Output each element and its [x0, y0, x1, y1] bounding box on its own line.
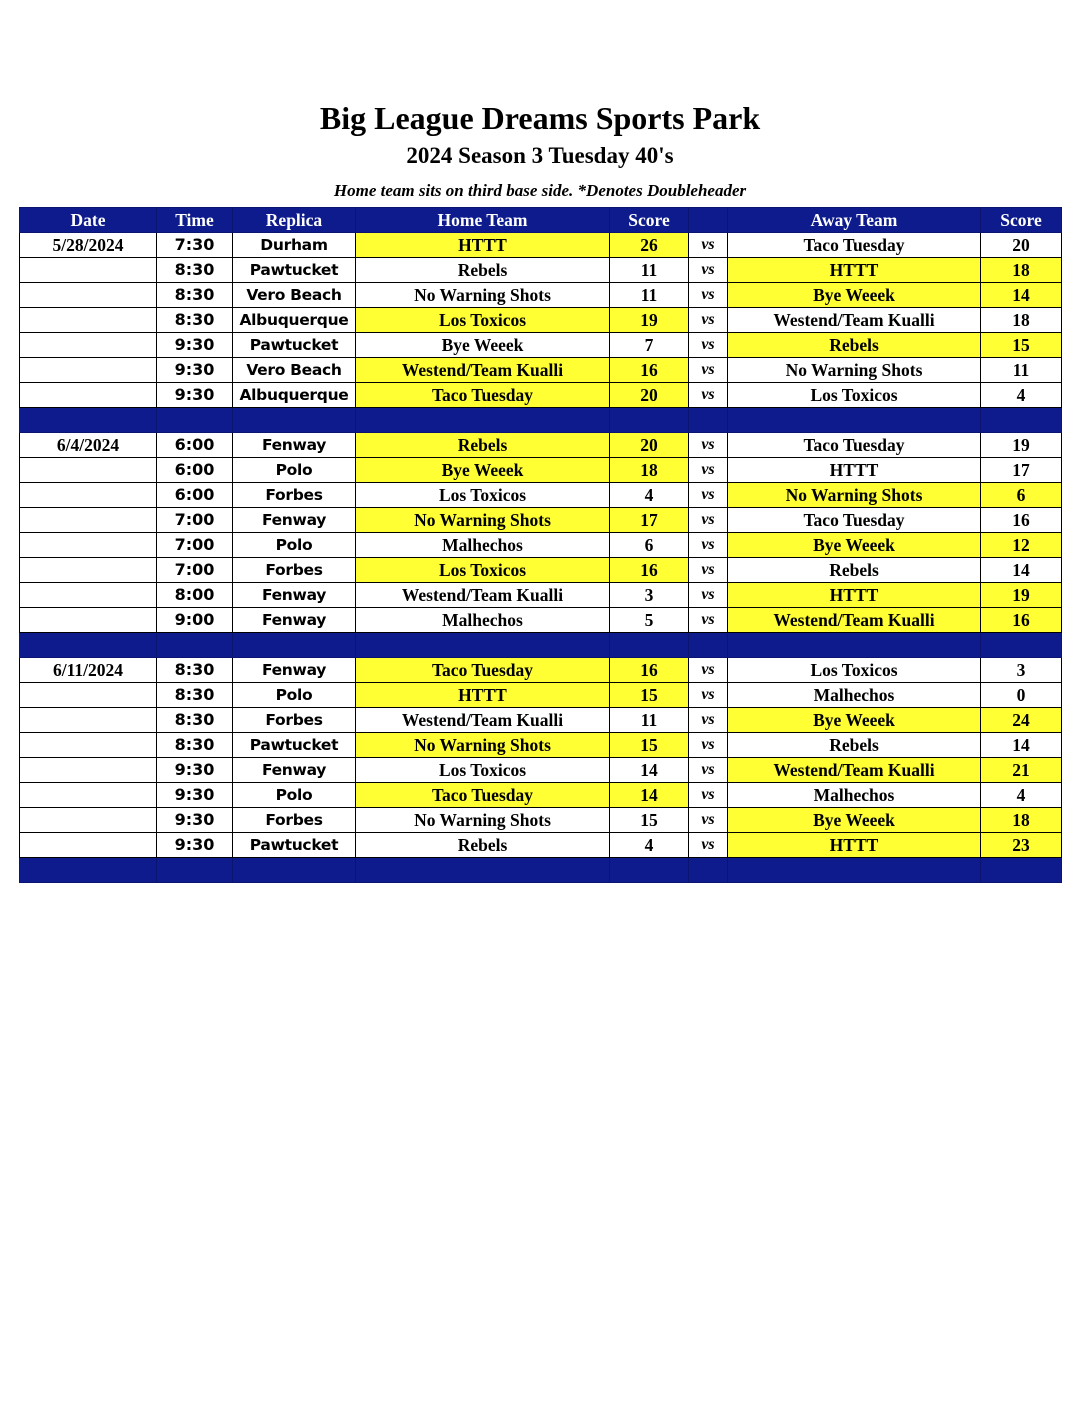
replica-cell: Fenway [233, 433, 356, 458]
home-score-cell: 5 [610, 608, 689, 633]
time-cell: 9:30 [157, 358, 233, 383]
replica-cell: Vero Beach [233, 358, 356, 383]
home-score-cell: 20 [610, 383, 689, 408]
time-cell: 7:30 [157, 233, 233, 258]
separator-cell [689, 858, 728, 883]
table-row [20, 233, 1062, 258]
separator-cell [157, 408, 233, 433]
replica-cell: Polo [233, 458, 356, 483]
replica-cell: Forbes [233, 808, 356, 833]
replica-cell: Fenway [233, 608, 356, 633]
home-team-cell: HTTT [356, 683, 610, 708]
separator-cell [20, 858, 157, 883]
home-team-cell: HTTT [356, 233, 610, 258]
replica-cell: Forbes [233, 708, 356, 733]
table-row [20, 658, 1062, 683]
vs-cell: vs [689, 283, 728, 308]
home-score-cell: 15 [610, 683, 689, 708]
home-score-cell: 16 [610, 358, 689, 383]
away-team-cell: Taco Tuesday [728, 233, 981, 258]
table-row [20, 533, 1062, 558]
away-team-cell: Rebels [728, 333, 981, 358]
separator-cell [728, 633, 981, 658]
away-score-cell: 16 [981, 608, 1062, 633]
home-score-cell: 16 [610, 658, 689, 683]
date-cell [20, 533, 157, 558]
replica-cell: Durham [233, 233, 356, 258]
replica-cell: Fenway [233, 758, 356, 783]
vs-cell: vs [689, 833, 728, 858]
away-score-cell: 14 [981, 733, 1062, 758]
date-cell [20, 558, 157, 583]
away-score-cell: 14 [981, 283, 1062, 308]
away-team-cell: Bye Weeek [728, 708, 981, 733]
time-cell: 6:00 [157, 458, 233, 483]
away-team-cell: Malhechos [728, 683, 981, 708]
away-team-cell: Bye Weeek [728, 533, 981, 558]
date-cell [20, 783, 157, 808]
home-score-cell: 11 [610, 708, 689, 733]
date-cell [20, 508, 157, 533]
column-header-vs [689, 208, 728, 233]
home-team-cell: Malhechos [356, 608, 610, 633]
vs-cell: vs [689, 483, 728, 508]
home-score-cell: 18 [610, 458, 689, 483]
separator-cell [356, 408, 610, 433]
time-cell: 9:30 [157, 808, 233, 833]
away-team-cell: Westend/Team Kualli [728, 608, 981, 633]
header-row [20, 208, 1062, 233]
replica-cell: Polo [233, 683, 356, 708]
table-row [20, 808, 1062, 833]
time-cell: 7:00 [157, 533, 233, 558]
vs-cell: vs [689, 783, 728, 808]
vs-cell: vs [689, 233, 728, 258]
column-header-home-team: Home Team [356, 208, 610, 233]
separator-cell [689, 633, 728, 658]
separator-cell [981, 858, 1062, 883]
away-score-cell: 12 [981, 533, 1062, 558]
home-team-cell: Rebels [356, 833, 610, 858]
time-cell: 6:00 [157, 433, 233, 458]
away-team-cell: Westend/Team Kualli [728, 758, 981, 783]
table-row [20, 833, 1062, 858]
table-row [20, 383, 1062, 408]
vs-cell: vs [689, 608, 728, 633]
away-team-cell: Westend/Team Kualli [728, 308, 981, 333]
away-score-cell: 4 [981, 383, 1062, 408]
separator-cell [610, 633, 689, 658]
week-separator-row [20, 858, 1062, 883]
vs-cell: vs [689, 458, 728, 483]
date-cell [20, 383, 157, 408]
vs-cell: vs [689, 433, 728, 458]
date-cell [20, 708, 157, 733]
away-team-cell: Malhechos [728, 783, 981, 808]
table-row [20, 458, 1062, 483]
separator-cell [233, 858, 356, 883]
vs-cell: vs [689, 308, 728, 333]
home-score-cell: 3 [610, 583, 689, 608]
home-team-cell: Los Toxicos [356, 308, 610, 333]
table-row [20, 483, 1062, 508]
table-row [20, 283, 1062, 308]
home-team-cell: Bye Weeek [356, 333, 610, 358]
home-team-cell: Westend/Team Kualli [356, 358, 610, 383]
separator-cell [157, 633, 233, 658]
away-score-cell: 3 [981, 658, 1062, 683]
home-score-cell: 14 [610, 783, 689, 808]
replica-cell: Fenway [233, 658, 356, 683]
vs-cell: vs [689, 658, 728, 683]
away-score-cell: 16 [981, 508, 1062, 533]
date-cell [20, 833, 157, 858]
home-score-cell: 17 [610, 508, 689, 533]
vs-cell: vs [689, 733, 728, 758]
time-cell: 8:30 [157, 658, 233, 683]
home-score-cell: 16 [610, 558, 689, 583]
vs-cell: vs [689, 683, 728, 708]
home-team-cell: Taco Tuesday [356, 383, 610, 408]
column-header-away-score: Score [981, 208, 1062, 233]
date-cell [20, 333, 157, 358]
away-team-cell: Taco Tuesday [728, 433, 981, 458]
table-row [20, 258, 1062, 283]
away-score-cell: 14 [981, 558, 1062, 583]
separator-cell [981, 633, 1062, 658]
away-team-cell: HTTT [728, 583, 981, 608]
page-subtitle: 2024 Season 3 Tuesday 40's [406, 143, 674, 168]
separator-cell [233, 633, 356, 658]
away-score-cell: 18 [981, 808, 1062, 833]
replica-cell: Pawtucket [233, 333, 356, 358]
replica-cell: Vero Beach [233, 283, 356, 308]
time-cell: 8:30 [157, 258, 233, 283]
away-team-cell: No Warning Shots [728, 483, 981, 508]
date-cell [20, 808, 157, 833]
schedule-body [20, 233, 1062, 883]
separator-cell [20, 633, 157, 658]
date-cell [20, 358, 157, 383]
schedule-note: Home team sits on third base side. *Denotes Doubleheader [333, 181, 747, 200]
away-score-cell: 0 [981, 683, 1062, 708]
separator-cell [233, 408, 356, 433]
home-score-cell: 11 [610, 283, 689, 308]
replica-cell: Forbes [233, 483, 356, 508]
vs-cell: vs [689, 558, 728, 583]
time-cell: 9:30 [157, 333, 233, 358]
separator-cell [728, 408, 981, 433]
away-team-cell: Taco Tuesday [728, 508, 981, 533]
home-score-cell: 15 [610, 808, 689, 833]
away-team-cell: Rebels [728, 558, 981, 583]
table-row [20, 733, 1062, 758]
away-score-cell: 23 [981, 833, 1062, 858]
time-cell: 8:30 [157, 733, 233, 758]
separator-cell [356, 858, 610, 883]
away-team-cell: Bye Weeek [728, 283, 981, 308]
vs-cell: vs [689, 583, 728, 608]
time-cell: 9:30 [157, 783, 233, 808]
time-cell: 8:30 [157, 308, 233, 333]
away-score-cell: 21 [981, 758, 1062, 783]
date-cell [20, 583, 157, 608]
away-team-cell: HTTT [728, 258, 981, 283]
away-score-cell: 11 [981, 358, 1062, 383]
home-team-cell: Los Toxicos [356, 558, 610, 583]
home-team-cell: No Warning Shots [356, 283, 610, 308]
vs-cell: vs [689, 758, 728, 783]
time-cell: 9:30 [157, 758, 233, 783]
vs-cell: vs [689, 333, 728, 358]
date-cell [20, 608, 157, 633]
schedule-table [19, 207, 1062, 883]
vs-cell: vs [689, 533, 728, 558]
away-score-cell: 24 [981, 708, 1062, 733]
date-cell: 6/11/2024 [20, 658, 157, 683]
time-cell: 9:30 [157, 383, 233, 408]
home-team-cell: No Warning Shots [356, 808, 610, 833]
week-separator-row [20, 408, 1062, 433]
table-row [20, 508, 1062, 533]
date-cell [20, 733, 157, 758]
away-team-cell: No Warning Shots [728, 358, 981, 383]
separator-cell [610, 858, 689, 883]
home-score-cell: 4 [610, 833, 689, 858]
away-score-cell: 4 [981, 783, 1062, 808]
table-row [20, 783, 1062, 808]
replica-cell: Pawtucket [233, 258, 356, 283]
home-score-cell: 19 [610, 308, 689, 333]
home-score-cell: 11 [610, 258, 689, 283]
home-team-cell: Westend/Team Kualli [356, 583, 610, 608]
home-team-cell: Los Toxicos [356, 758, 610, 783]
replica-cell: Fenway [233, 508, 356, 533]
page-title: Big League Dreams Sports Park [319, 100, 761, 136]
vs-cell: vs [689, 508, 728, 533]
table-row [20, 433, 1062, 458]
time-cell: 8:30 [157, 283, 233, 308]
table-row [20, 308, 1062, 333]
away-team-cell: Los Toxicos [728, 383, 981, 408]
time-cell: 6:00 [157, 483, 233, 508]
replica-cell: Pawtucket [233, 733, 356, 758]
home-team-cell: Rebels [356, 433, 610, 458]
replica-cell: Fenway [233, 583, 356, 608]
table-row [20, 583, 1062, 608]
vs-cell: vs [689, 708, 728, 733]
column-header-time: Time [157, 208, 233, 233]
vs-cell: vs [689, 258, 728, 283]
away-team-cell: HTTT [728, 458, 981, 483]
replica-cell: Polo [233, 533, 356, 558]
time-cell: 9:30 [157, 833, 233, 858]
date-cell [20, 283, 157, 308]
vs-cell: vs [689, 383, 728, 408]
column-header-date: Date [20, 208, 157, 233]
date-cell: 5/28/2024 [20, 233, 157, 258]
home-team-cell: Taco Tuesday [356, 658, 610, 683]
home-score-cell: 20 [610, 433, 689, 458]
away-score-cell: 19 [981, 583, 1062, 608]
replica-cell: Albuquerque [233, 308, 356, 333]
date-cell [20, 258, 157, 283]
home-team-cell: Los Toxicos [356, 483, 610, 508]
date-cell [20, 758, 157, 783]
column-header-home-score: Score [610, 208, 689, 233]
time-cell: 7:00 [157, 508, 233, 533]
table-row [20, 558, 1062, 583]
home-team-cell: Bye Weeek [356, 458, 610, 483]
week-separator-row [20, 633, 1062, 658]
table-row [20, 758, 1062, 783]
time-cell: 8:30 [157, 708, 233, 733]
column-header-replica: Replica [233, 208, 356, 233]
replica-cell: Forbes [233, 558, 356, 583]
home-team-cell: Westend/Team Kualli [356, 708, 610, 733]
table-row [20, 333, 1062, 358]
vs-cell: vs [689, 808, 728, 833]
separator-cell [20, 408, 157, 433]
replica-cell: Pawtucket [233, 833, 356, 858]
home-score-cell: 26 [610, 233, 689, 258]
column-header-away-team: Away Team [728, 208, 981, 233]
away-score-cell: 15 [981, 333, 1062, 358]
separator-cell [981, 408, 1062, 433]
vs-cell: vs [689, 358, 728, 383]
replica-cell: Polo [233, 783, 356, 808]
home-score-cell: 7 [610, 333, 689, 358]
away-score-cell: 6 [981, 483, 1062, 508]
time-cell: 9:00 [157, 608, 233, 633]
separator-cell [157, 858, 233, 883]
home-team-cell: Rebels [356, 258, 610, 283]
date-cell: 6/4/2024 [20, 433, 157, 458]
separator-cell [610, 408, 689, 433]
home-score-cell: 6 [610, 533, 689, 558]
home-team-cell: Taco Tuesday [356, 783, 610, 808]
away-team-cell: Rebels [728, 733, 981, 758]
home-score-cell: 15 [610, 733, 689, 758]
home-team-cell: Malhechos [356, 533, 610, 558]
date-cell [20, 483, 157, 508]
away-score-cell: 19 [981, 433, 1062, 458]
table-row [20, 608, 1062, 633]
away-score-cell: 18 [981, 308, 1062, 333]
home-team-cell: No Warning Shots [356, 733, 610, 758]
away-score-cell: 20 [981, 233, 1062, 258]
date-cell [20, 683, 157, 708]
time-cell: 8:30 [157, 683, 233, 708]
date-cell [20, 308, 157, 333]
separator-cell [356, 633, 610, 658]
home-score-cell: 4 [610, 483, 689, 508]
date-cell [20, 458, 157, 483]
separator-cell [689, 408, 728, 433]
table-row [20, 358, 1062, 383]
replica-cell: Albuquerque [233, 383, 356, 408]
home-team-cell: No Warning Shots [356, 508, 610, 533]
separator-cell [728, 858, 981, 883]
away-team-cell: Bye Weeek [728, 808, 981, 833]
time-cell: 8:00 [157, 583, 233, 608]
table-row [20, 708, 1062, 733]
table-row [20, 683, 1062, 708]
away-team-cell: Los Toxicos [728, 658, 981, 683]
home-score-cell: 14 [610, 758, 689, 783]
away-score-cell: 17 [981, 458, 1062, 483]
time-cell: 7:00 [157, 558, 233, 583]
away-team-cell: HTTT [728, 833, 981, 858]
away-score-cell: 18 [981, 258, 1062, 283]
